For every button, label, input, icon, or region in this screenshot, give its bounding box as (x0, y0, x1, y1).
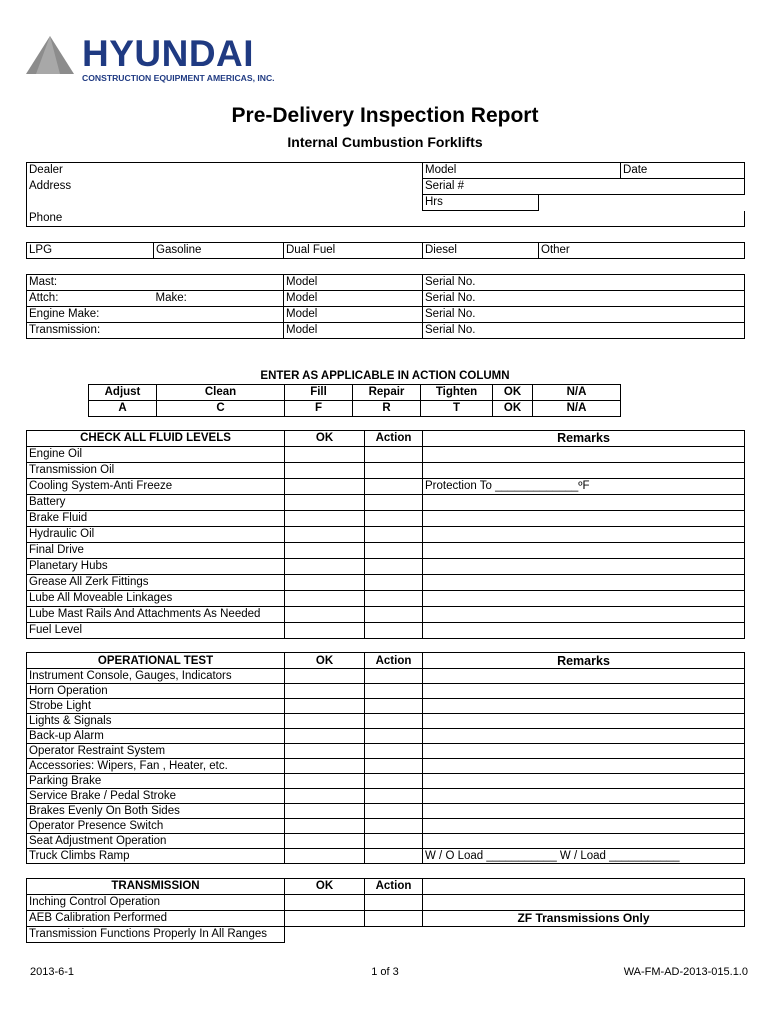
action-cell[interactable] (365, 684, 423, 699)
ok-cell[interactable] (285, 759, 365, 774)
brand-subtitle: CONSTRUCTION EQUIPMENT AMERICAS, INC. (82, 73, 275, 83)
legend-label: Repair (353, 385, 421, 401)
fluid-item: Lube Mast Rails And Attachments As Needed (27, 607, 285, 623)
ok-cell[interactable] (285, 729, 365, 744)
action-cell[interactable] (365, 699, 423, 714)
fuel-table (26, 242, 745, 259)
remarks-cell[interactable] (423, 543, 745, 559)
operational-item: Accessories: Wipers, Fan , Heater, etc. (27, 759, 285, 774)
model-label: Model (284, 323, 423, 339)
ok-cell[interactable] (285, 911, 365, 927)
transmission-item: Transmission Functions Properly In All Ranges (27, 927, 285, 943)
action-cell[interactable] (365, 559, 423, 575)
operational-heading: OPERATIONAL TEST (27, 653, 285, 669)
components-table (26, 274, 745, 339)
phone-field[interactable]: Phone (27, 211, 745, 227)
ok-header: OK (285, 431, 365, 447)
fluid-item: Final Drive (27, 543, 285, 559)
legend-label: Adjust (89, 385, 157, 401)
page-subtitle: Internal Cumbustion Forklifts (287, 134, 483, 150)
ok-cell[interactable] (285, 495, 365, 511)
ok-cell[interactable] (285, 714, 365, 729)
legend-label: Clean (157, 385, 285, 401)
fluid-item: Fuel Level (27, 623, 285, 639)
fluid-item: Brake Fluid (27, 511, 285, 527)
legend-code: C (157, 401, 285, 417)
ok-cell[interactable] (285, 669, 365, 684)
zf-note: ZF Transmissions Only (423, 911, 745, 927)
ok-cell[interactable] (285, 744, 365, 759)
remarks-cell[interactable] (423, 744, 745, 759)
operational-item: Truck Climbs Ramp (27, 849, 285, 864)
remarks-header: Remarks (423, 431, 745, 447)
legend-code: R (353, 401, 421, 417)
serial-label: Serial No. (423, 323, 745, 339)
fuel-gasoline[interactable]: Gasoline (154, 243, 284, 259)
action-legend-table (88, 384, 621, 417)
serial-label: Serial No. (423, 291, 745, 307)
legend-code: F (285, 401, 353, 417)
transmission-label: Transmission: (27, 323, 154, 339)
transmission-table (26, 878, 745, 943)
ok-cell[interactable] (285, 895, 365, 911)
operational-item: Instrument Console, Gauges, Indicators (27, 669, 285, 684)
fluid-item: Planetary Hubs (27, 559, 285, 575)
fuel-diesel[interactable]: Diesel (423, 243, 539, 259)
legend-code: A (89, 401, 157, 417)
remarks-cell[interactable] (423, 623, 745, 639)
operational-item: Operator Restraint System (27, 744, 285, 759)
ok-cell[interactable] (285, 591, 365, 607)
fluid-item: Cooling System-Anti Freeze (27, 479, 285, 495)
action-cell[interactable] (365, 744, 423, 759)
operational-item: Lights & Signals (27, 714, 285, 729)
operational-item: Seat Adjustment Operation (27, 834, 285, 849)
ok-cell[interactable] (285, 463, 365, 479)
date-field[interactable]: Date (621, 163, 745, 179)
remarks-header: Remarks (423, 653, 745, 669)
hrs-field[interactable]: Hrs (423, 195, 539, 211)
ok-cell[interactable] (285, 607, 365, 623)
model-label: Model (284, 291, 423, 307)
model-label: Model (284, 307, 423, 323)
fluid-levels-table (26, 430, 745, 639)
action-cell[interactable] (365, 447, 423, 463)
action-cell[interactable] (365, 759, 423, 774)
model-label: Model (284, 275, 423, 291)
ok-cell[interactable] (285, 527, 365, 543)
address-field[interactable]: Address (27, 179, 423, 195)
ok-cell[interactable] (285, 774, 365, 789)
footer-page: 1 of 3 (371, 966, 399, 978)
ok-cell[interactable] (285, 789, 365, 804)
fluid-item: Battery (27, 495, 285, 511)
load-field[interactable]: W / O Load ___________ W / Load ___________ (423, 849, 745, 864)
action-cell[interactable] (365, 669, 423, 684)
blank (285, 927, 365, 943)
legend-label: OK (493, 385, 533, 401)
action-cell[interactable] (365, 607, 423, 623)
ok-cell[interactable] (285, 447, 365, 463)
blank[interactable] (154, 323, 284, 339)
legend-label: Tighten (421, 385, 493, 401)
remarks-cell[interactable] (423, 511, 745, 527)
action-cell[interactable] (365, 911, 423, 927)
fluid-item: Transmission Oil (27, 463, 285, 479)
action-cell[interactable] (365, 511, 423, 527)
remarks-cell[interactable] (423, 669, 745, 684)
transmission-heading: TRANSMISSION (27, 879, 285, 895)
serial-field[interactable]: Serial # (423, 179, 745, 195)
ok-header: OK (285, 653, 365, 669)
address-blank[interactable] (27, 195, 423, 211)
action-header: Action (365, 653, 423, 669)
serial-label: Serial No. (423, 275, 745, 291)
ok-cell[interactable] (285, 684, 365, 699)
ok-cell[interactable] (285, 479, 365, 495)
action-cell[interactable] (365, 463, 423, 479)
remarks-cell[interactable] (423, 684, 745, 699)
action-header: Action (365, 431, 423, 447)
action-cell[interactable] (365, 623, 423, 639)
fluid-item: Hydraulic Oil (27, 527, 285, 543)
action-cell[interactable] (365, 714, 423, 729)
remarks-cell[interactable] (423, 463, 745, 479)
mast-label: Mast: (27, 275, 154, 291)
action-cell[interactable] (365, 849, 423, 864)
remarks-cell[interactable] (423, 699, 745, 714)
action-cell[interactable] (365, 575, 423, 591)
dealer-table (26, 162, 745, 227)
remarks-cell[interactable] (423, 575, 745, 591)
remarks-cell[interactable] (423, 591, 745, 607)
fluid-item: Lube All Moveable Linkages (27, 591, 285, 607)
ok-cell[interactable] (285, 699, 365, 714)
action-cell[interactable] (365, 774, 423, 789)
legend-code: N/A (533, 401, 621, 417)
blank (539, 195, 745, 211)
fluid-item: Grease All Zerk Fittings (27, 575, 285, 591)
ok-cell[interactable] (285, 559, 365, 575)
make-label: Make: (154, 291, 284, 307)
dealer-field[interactable]: Dealer (27, 163, 423, 179)
action-cell[interactable] (365, 591, 423, 607)
ok-cell[interactable] (285, 834, 365, 849)
transmission-item: AEB Calibration Performed (27, 911, 285, 927)
blank (423, 927, 745, 943)
fuel-other[interactable]: Other (539, 243, 745, 259)
operational-test-table (26, 652, 745, 864)
remarks-cell[interactable] (423, 834, 745, 849)
action-cell[interactable] (365, 819, 423, 834)
ok-cell[interactable] (285, 819, 365, 834)
fluid-heading: CHECK ALL FLUID LEVELS (27, 431, 285, 447)
legend-code: OK (493, 401, 533, 417)
hyundai-triangle-icon (26, 36, 78, 76)
operational-item: Horn Operation (27, 684, 285, 699)
attch-label: Attch: (27, 291, 154, 307)
action-cell[interactable] (365, 543, 423, 559)
remarks-cell[interactable] (423, 895, 745, 911)
remarks-cell[interactable] (423, 804, 745, 819)
fluid-item: Engine Oil (27, 447, 285, 463)
remarks-cell[interactable] (423, 714, 745, 729)
legend-label: Fill (285, 385, 353, 401)
ok-header: OK (285, 879, 365, 895)
operational-item: Parking Brake (27, 774, 285, 789)
model-field[interactable]: Model (423, 163, 621, 179)
action-header: Action (365, 879, 423, 895)
action-cell[interactable] (365, 895, 423, 911)
remarks-cell[interactable] (423, 607, 745, 623)
brand-name: HYUNDAI (82, 33, 255, 74)
blank (365, 927, 423, 943)
legend-code: T (421, 401, 493, 417)
ok-cell[interactable] (285, 575, 365, 591)
ok-cell[interactable] (285, 623, 365, 639)
action-legend-heading: ENTER AS APPLICABLE IN ACTION COLUMN (260, 370, 510, 382)
remarks-cell[interactable] (423, 789, 745, 804)
operational-item: Service Brake / Pedal Stroke (27, 789, 285, 804)
protection-field[interactable]: Protection To _____________ºF (423, 479, 745, 495)
action-cell[interactable] (365, 834, 423, 849)
operational-item: Strobe Light (27, 699, 285, 714)
fuel-lpg[interactable]: LPG (27, 243, 154, 259)
remarks-cell[interactable] (423, 527, 745, 543)
action-cell[interactable] (365, 527, 423, 543)
action-cell[interactable] (365, 495, 423, 511)
engine-make-label: Engine Make: (27, 307, 154, 323)
hyundai-logo (26, 33, 286, 88)
action-cell[interactable] (365, 789, 423, 804)
remarks-cell[interactable] (423, 447, 745, 463)
serial-label: Serial No. (423, 307, 745, 323)
operational-item: Back-up Alarm (27, 729, 285, 744)
page-title: Pre-Delivery Inspection Report (231, 104, 539, 127)
ok-cell[interactable] (285, 543, 365, 559)
remarks-cell[interactable] (423, 879, 745, 895)
remarks-cell[interactable] (423, 759, 745, 774)
operational-item: Brakes Evenly On Both Sides (27, 804, 285, 819)
footer-doc-id: WA-FM-AD-2013-015.1.0 (623, 966, 748, 978)
action-cell[interactable] (365, 804, 423, 819)
blank[interactable] (154, 307, 284, 323)
action-cell[interactable] (365, 729, 423, 744)
remarks-cell[interactable] (423, 729, 745, 744)
blank[interactable] (154, 275, 284, 291)
remarks-cell[interactable] (423, 559, 745, 575)
operational-item: Operator Presence Switch (27, 819, 285, 834)
action-cell[interactable] (365, 479, 423, 495)
remarks-cell[interactable] (423, 819, 745, 834)
footer-date: 2013-6-1 (30, 966, 75, 978)
fuel-dual[interactable]: Dual Fuel (284, 243, 423, 259)
transmission-item: Inching Control Operation (27, 895, 285, 911)
ok-cell[interactable] (285, 804, 365, 819)
remarks-cell[interactable] (423, 774, 745, 789)
remarks-cell[interactable] (423, 495, 745, 511)
ok-cell[interactable] (285, 849, 365, 864)
ok-cell[interactable] (285, 511, 365, 527)
legend-label: N/A (533, 385, 621, 401)
